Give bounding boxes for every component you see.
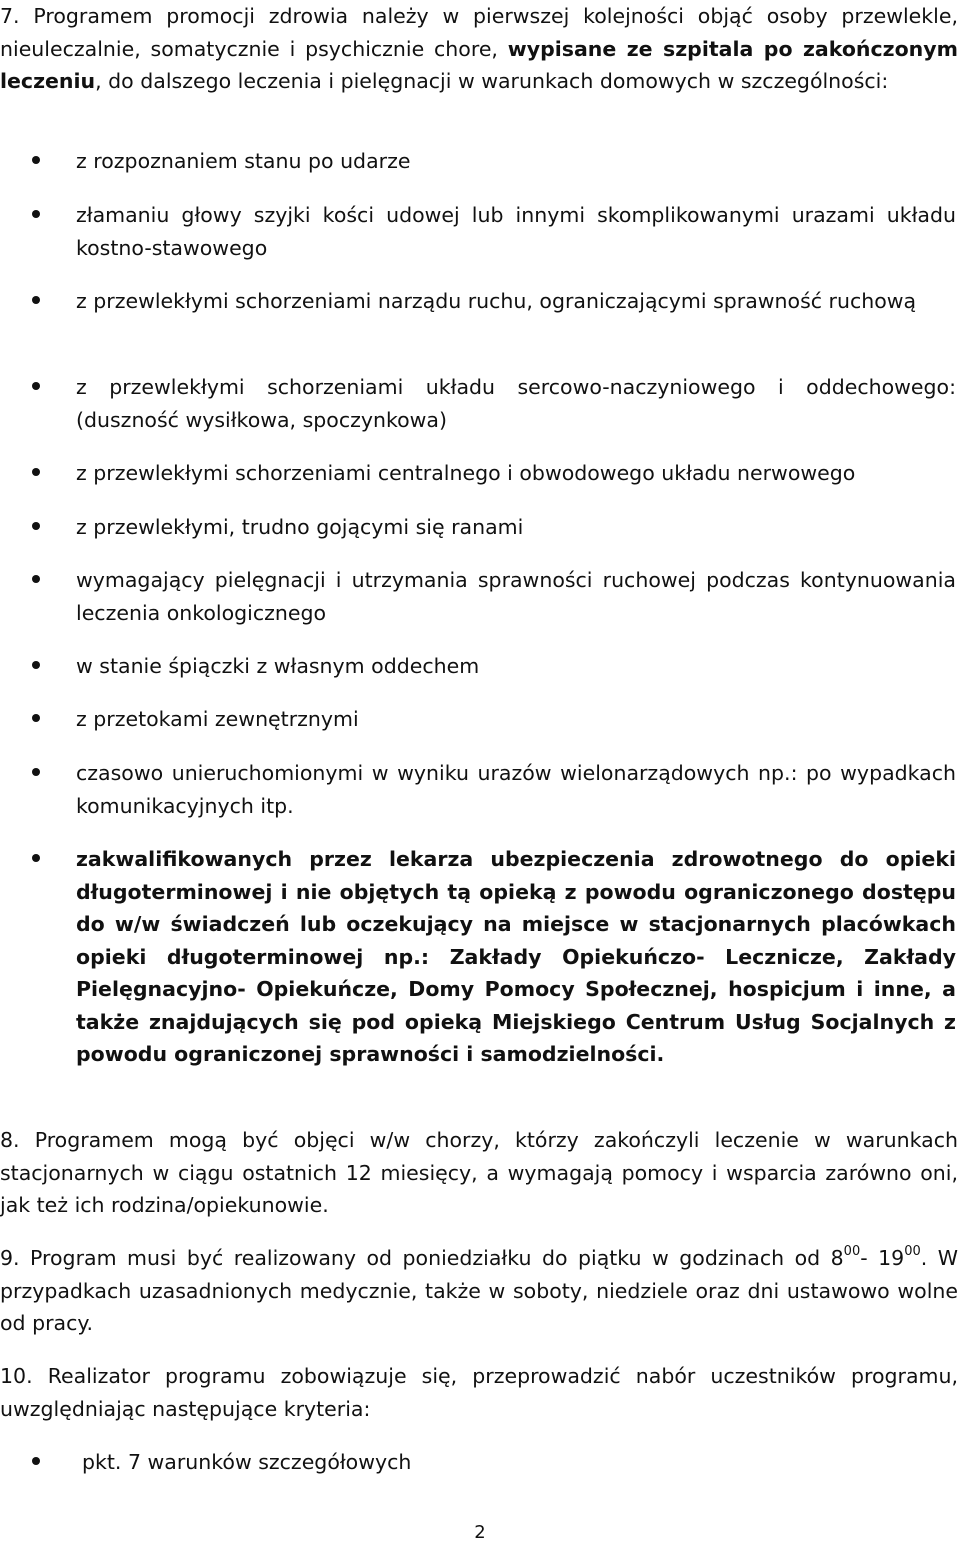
bullet-icon (32, 382, 40, 390)
section-9-sup-1: 00 (843, 1244, 861, 1260)
list-item-text: w stanie śpiączki z własnym oddechem (76, 654, 480, 678)
list-item (76, 371, 956, 436)
page-number: 2 (474, 1522, 486, 1543)
section-7-lead-end: , do dalszego leczenia i pielęgnacji w warunkach domowych w szczególności: (95, 69, 889, 93)
list-item (76, 650, 956, 683)
list-item-text: wymagający pielęgnacji i utrzymania sprawności ruchowej podczas kontynuowania leczenia onkologicznego (76, 568, 956, 625)
bullet-icon (32, 1457, 40, 1465)
section-7-intro (0, 0, 958, 98)
list-item-text: pkt. 7 warunków szczegółowych (82, 1450, 412, 1474)
bullet-icon (32, 575, 40, 583)
list-item-text: z przewlekłymi, trudno gojącymi się ranami (76, 515, 524, 539)
list-item-text: czasowo unieruchomionymi w wyniku urazów wielonarządowych np.: po wypadkach komunikacyjnych itp. (76, 761, 956, 818)
bullet-icon (32, 661, 40, 669)
section-9-sup-2: 00 (904, 1244, 921, 1260)
list-item-text: złamaniu głowy szyjki kości udowej lub innymi skomplikowanymi urazami układu kostno-stawowego (76, 203, 956, 260)
bullet-icon (32, 854, 40, 862)
list-item-text: z przewlekłymi schorzeniami narządu ruchu, ograniczającymi sprawność ruchową (76, 289, 917, 313)
bullet-icon (32, 768, 40, 776)
list-item-text: z przewlekłymi schorzeniami układu sercowo-naczyniowego i oddechowego: (duszność wysiłkowa, spoczynkowa) (76, 375, 956, 432)
list-item (76, 145, 956, 178)
list-item (76, 511, 956, 544)
list-item-text: z przewlekłymi schorzeniami centralnego i obwodowego układu nerwowego (76, 461, 856, 485)
bullet-icon (32, 296, 40, 304)
bullet-icon (32, 522, 40, 530)
section-8: 8. Programem mogą być objęci w/w chorzy, którzy zakończyli leczenie w warunkach stacjonarnych w ciągu ostatnich 12 miesięcy, a wymagają pomocy i wsparcia zarówno oni, jak też ich rodzina/opiekunowie. (0, 1128, 958, 1217)
section-9-text-3: . W przypadkach uzasadnionych medycznie, także w soboty, niedziele oraz dni ustawowo wolne od pracy. (0, 1246, 959, 1335)
list-item (76, 564, 956, 629)
list-item-emphasis (76, 843, 956, 1071)
bullet-icon (32, 714, 40, 722)
list-item-text: zakwalifikowanych przez lekarza ubezpieczenia zdrowotnego do opieki długoterminowej i nie objętych tą opieką z powodu ograniczonego dostępu do w/w świadczeń lub oczekujący na miejsce w stacjonarnych placówkach opieki długoterminowej np.: Zakłady Opiekuńczo- Lecznicze, Zakłady Pielęgnacyjno- Opiekuńcze, Domy Pomocy Społecznej, hospicjum i inne, a także znajdujących się pod opieką Miejskiego Centrum Usług Socjalnych z powodu ograniczonej sprawności i samodzielności. (76, 847, 956, 1066)
list-item (76, 285, 956, 318)
list-item (76, 457, 956, 490)
bullet-icon (32, 156, 40, 164)
list-item (76, 757, 956, 822)
bullet-icon (32, 468, 40, 476)
list-item-text: z rozpoznaniem stanu po udarze (76, 149, 411, 173)
list-item-text: z przetokami zewnętrznymi (76, 707, 359, 731)
section-7-lead: 7. Programem promocji zdrowia należy w pierwszej kolejności objąć osoby przewlekle, nieuleczalnie, somatycznie i psychicznie chore, (0, 4, 958, 61)
section-9-text-1: 9. Program musi być realizowany od poniedziałku do piątku w godzinach od 8 (0, 1246, 844, 1270)
section-10: 10. Realizator programu zobowiązuje się, przeprowadzić nabór uczestników programu, uwzględniając następujące kryteria: (0, 1364, 958, 1421)
list-item (82, 1446, 960, 1479)
section-9-text-2: - 19 (860, 1246, 905, 1270)
section-9 (0, 1242, 958, 1340)
list-item (76, 199, 956, 264)
section-7-lead-emphasis: wypisane ze szpitala po zakończonym leczeniu (0, 36, 958, 93)
list-item (76, 703, 956, 736)
bullet-icon (32, 210, 40, 218)
